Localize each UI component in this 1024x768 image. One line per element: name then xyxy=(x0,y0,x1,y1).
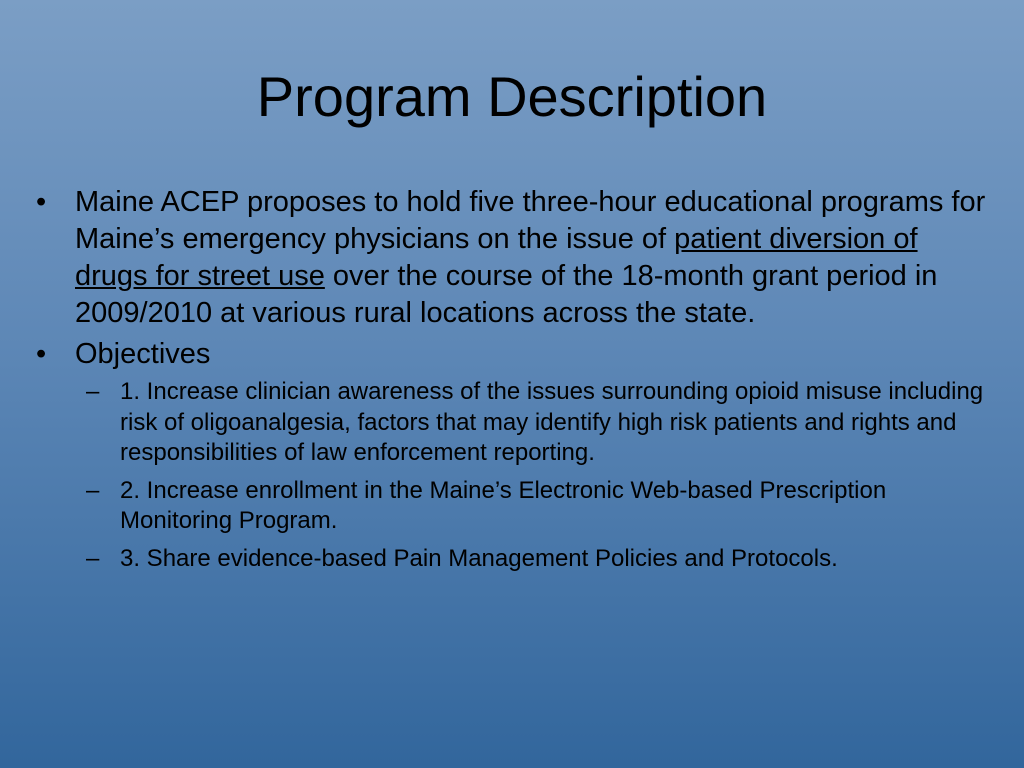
sub-bullet-marker: – xyxy=(86,476,100,504)
objective-text: 2. Increase enrollment in the Maine’s Electronic Web-based Prescription Monitoring Program. xyxy=(120,476,887,534)
bullet-marker: • xyxy=(36,338,47,370)
bullet-program-summary xyxy=(36,184,996,332)
objective-item xyxy=(36,476,996,537)
slide-body xyxy=(36,184,996,581)
program-summary-text-start: Maine ACEP proposes to hold five three-hour educational programs for Maine’s emergency physicians on the issue of xyxy=(75,186,986,255)
sub-bullet-marker: – xyxy=(86,544,100,572)
objective-item xyxy=(36,377,996,469)
objectives-heading: Objectives xyxy=(75,338,211,370)
sub-bullet-marker: – xyxy=(86,378,100,405)
program-summary-underlined-text: patient diversion of drugs for street use xyxy=(75,223,918,292)
bullet-marker: • xyxy=(36,186,47,218)
objective-text: 1. Increase clinician awareness of the issues surrounding opioid misuse including risk of oligoanalgesia, factors that may identify high risk patients and rights and responsibilities of law enforcement reporting. xyxy=(120,378,984,466)
program-summary-text-end: over the course of the 18-month grant period in 2009/2010 at various rural locations across the state. xyxy=(75,260,938,329)
objectives-list xyxy=(36,377,996,574)
slide-title: Program Description xyxy=(256,65,768,128)
objective-text: 3. Share evidence-based Pain Management Policies and Protocols. xyxy=(120,544,838,572)
objective-item xyxy=(36,544,996,575)
bullet-objectives xyxy=(36,336,996,373)
